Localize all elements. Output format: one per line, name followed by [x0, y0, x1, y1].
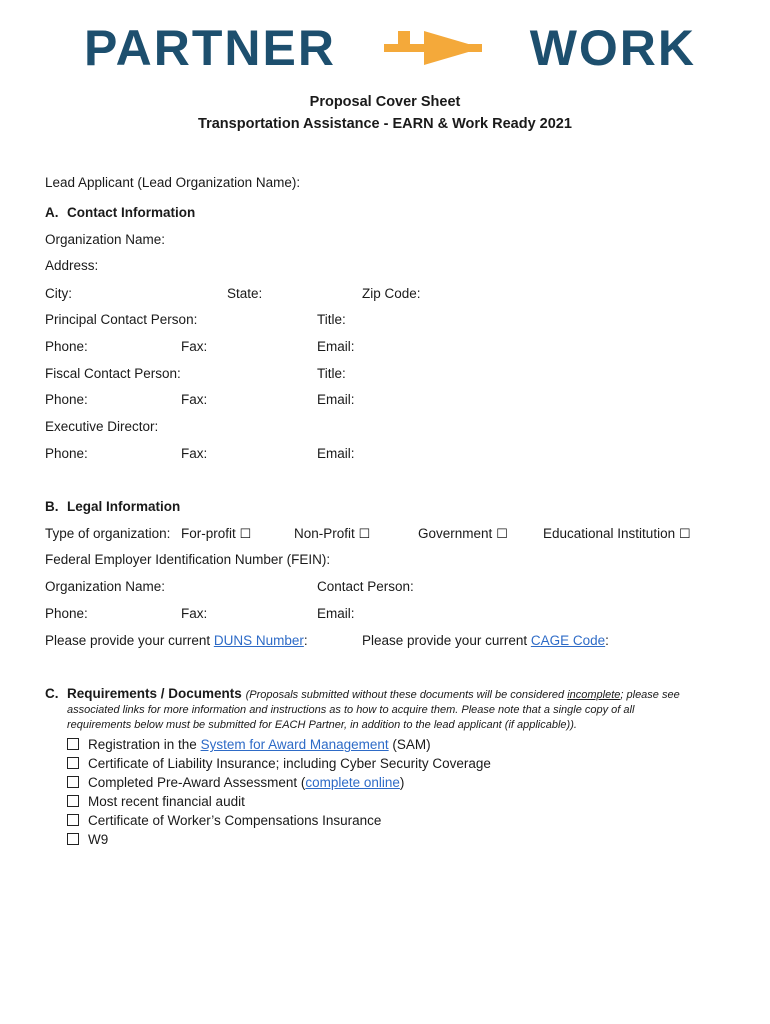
- cage-prefix: Please provide your current: [362, 633, 531, 648]
- logo-arrow-icon: [384, 31, 482, 65]
- note-incomplete: incomplete: [567, 689, 621, 701]
- note-part-2: ; please see: [620, 689, 680, 701]
- educational-checkbox[interactable]: ☐: [678, 527, 691, 542]
- principal-title-label: Title:: [317, 312, 346, 327]
- fein-label: Federal Employer Identification Number (FEIN):: [45, 552, 331, 567]
- principal-contact-label: Principal Contact Person:: [45, 312, 198, 327]
- government-label: Government: [418, 526, 493, 541]
- requirement-item: [67, 775, 404, 790]
- principal-email-label: Email:: [317, 339, 355, 354]
- requirement-text: Certificate of Worker’s Compensations Insurance: [88, 813, 382, 828]
- address-label: Address:: [45, 258, 99, 273]
- principal-fax-label: Fax:: [181, 339, 208, 354]
- section-a-letter: A.: [45, 205, 59, 220]
- educational-label: Educational Institution: [543, 526, 676, 541]
- duns-prefix: Please provide your current: [45, 633, 214, 648]
- exec-director-label: Executive Director:: [45, 419, 159, 434]
- legal-fax-label: Fax:: [181, 606, 208, 621]
- city-label: City:: [45, 286, 72, 301]
- exec-email-label: Email:: [317, 446, 355, 461]
- duns-number-link[interactable]: DUNS Number: [213, 633, 304, 648]
- requirement-item: [67, 813, 381, 828]
- duns-suffix: :: [303, 633, 308, 648]
- exec-fax-label: Fax:: [181, 446, 208, 461]
- government-option[interactable]: [418, 526, 508, 542]
- logo-word-partner: PARTNER: [84, 20, 336, 76]
- requirement-text: Most recent financial audit: [88, 794, 245, 809]
- state-label: State:: [227, 286, 263, 301]
- note-line-3: requirements below must be submitted for EACH Partner, in addition to the lead applicant (if applicable)).: [67, 719, 577, 731]
- org-name-label: Organization Name:: [45, 232, 166, 247]
- requirement-text: Completed Pre-Award Assessment (: [88, 775, 306, 790]
- cage-suffix: :: [605, 633, 609, 648]
- cage-line: [362, 633, 609, 648]
- page-subtitle: Transportation Assistance - EARN & Work Ready 2021: [198, 116, 572, 132]
- section-b-heading: [45, 499, 180, 514]
- zip-label: Zip Code:: [362, 286, 421, 301]
- fiscal-contact-label: Fiscal Contact Person:: [45, 366, 181, 381]
- requirement-suffix: ): [399, 775, 405, 790]
- exec-phone-label: Phone:: [45, 446, 88, 461]
- requirement-suffix: (SAM): [388, 737, 431, 752]
- non-profit-label: Non-Profit: [294, 526, 355, 541]
- for-profit-option[interactable]: [181, 526, 251, 542]
- educational-option[interactable]: [543, 526, 691, 542]
- requirement-checkbox[interactable]: [67, 814, 79, 826]
- requirement-text: W9: [88, 832, 109, 847]
- requirement-checkbox[interactable]: [67, 833, 79, 845]
- complete-online-link[interactable]: complete online: [305, 775, 400, 790]
- requirement-text: Registration in the: [88, 737, 201, 752]
- section-c-note: [246, 689, 680, 701]
- section-c-title: Requirements / Documents: [67, 686, 242, 701]
- requirement-text: Certificate of Liability Insurance; including Cyber Security Coverage: [88, 756, 491, 771]
- note-part-1: (Proposals submitted without these documents will be considered: [245, 689, 568, 701]
- section-c-heading: [45, 686, 680, 701]
- lead-applicant-label: Lead Applicant (Lead Organization Name):: [45, 175, 301, 190]
- section-b-title: Legal Information: [67, 499, 181, 514]
- requirement-item: [67, 794, 245, 809]
- principal-phone-label: Phone:: [45, 339, 88, 354]
- non-profit-checkbox[interactable]: ☐: [358, 527, 371, 542]
- partner4work-logo: [84, 20, 696, 76]
- cage-code-link[interactable]: CAGE Code: [530, 633, 606, 648]
- requirement-checkbox[interactable]: [67, 757, 79, 769]
- section-a-heading: [45, 205, 195, 220]
- for-profit-label: For-profit: [181, 526, 236, 541]
- non-profit-option[interactable]: [294, 526, 370, 542]
- section-b-letter: B.: [45, 499, 59, 514]
- org-type-label: Type of organization:: [45, 526, 171, 541]
- requirement-item: [67, 756, 491, 771]
- legal-contact-person-label: Contact Person:: [317, 579, 414, 594]
- note-line-2: associated links for more information and instructions as to how to acquire them. Please note that a single copy of all: [67, 704, 635, 716]
- page-title: Proposal Cover Sheet: [309, 94, 461, 110]
- requirement-item: [67, 832, 108, 847]
- fiscal-email-label: Email:: [317, 392, 355, 407]
- requirement-checkbox[interactable]: [67, 738, 79, 750]
- duns-line: [45, 633, 308, 648]
- for-profit-checkbox[interactable]: ☐: [239, 527, 252, 542]
- logo-word-work: WORK: [529, 20, 696, 76]
- fiscal-title-label: Title:: [317, 366, 346, 381]
- requirement-item: [67, 737, 431, 752]
- legal-org-name-label: Organization Name:: [45, 579, 166, 594]
- requirement-checkbox[interactable]: [67, 776, 79, 788]
- sam-link[interactable]: System for Award Management: [200, 737, 389, 752]
- government-checkbox[interactable]: ☐: [496, 527, 508, 542]
- legal-phone-label: Phone:: [45, 606, 88, 621]
- requirement-checkbox[interactable]: [67, 795, 79, 807]
- legal-email-label: Email:: [317, 606, 355, 621]
- section-c-letter: C.: [45, 686, 59, 701]
- fiscal-phone-label: Phone:: [45, 392, 88, 407]
- fiscal-fax-label: Fax:: [181, 392, 208, 407]
- section-a-title: Contact Information: [67, 205, 196, 220]
